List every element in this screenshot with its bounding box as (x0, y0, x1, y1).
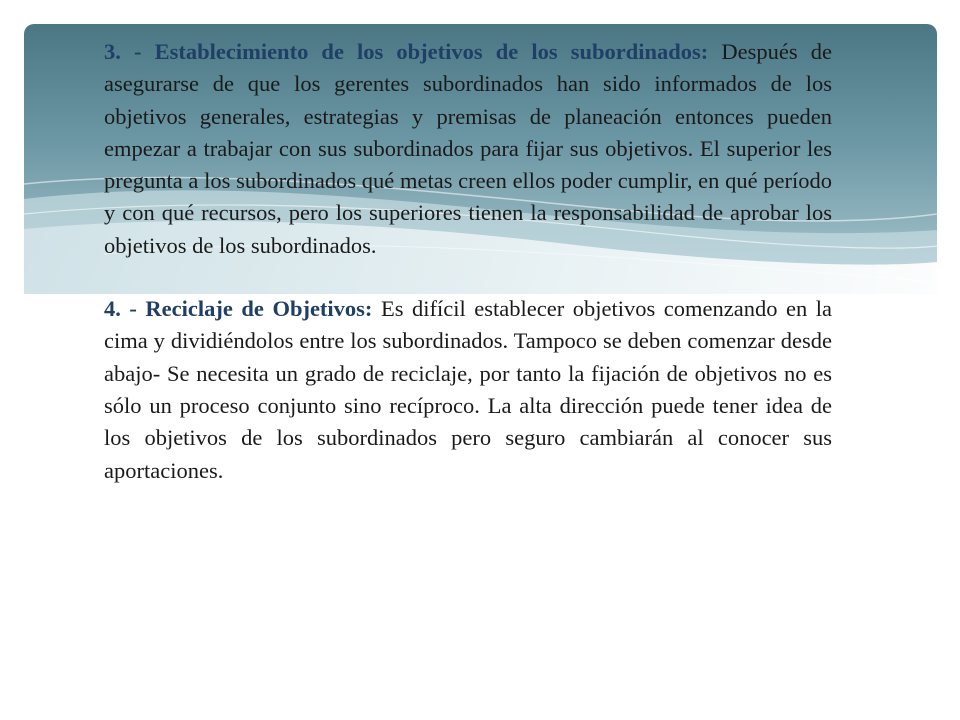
paragraph-reciclaje-objetivos (104, 293, 832, 487)
paragraph-body: Es difícil establecer objetivos comenzando en la cima y dividiéndolos entre los subordinados. Tampoco se deben comenzar desde abajo- Se necesita un grado de reciclaje, por tanto la fijación de objetivos no es sólo un proceso conjunto sino recíproco. La alta dirección puede tener idea de los objetivos de los subordinados pero seguro cambiarán al conocer sus aportaciones. (104, 296, 833, 483)
paragraph-objetivos-subordinados (104, 36, 832, 262)
paragraph-heading: 4. - Reciclaje de Objetivos: (104, 296, 373, 322)
slide-content (104, 36, 832, 487)
paragraph-body: Después de asegurarse de que los gerentes subordinados han sido informados de los objetivos generales, estrategias y premisas de planeación entonces pueden empezar a trabajar con sus subordinados para fijar sus objetivos. El superior les pregunta a los subordinados qué metas creen ellos poder cumplir, en qué período y con qué recursos, pero los superiores tienen la responsabilidad de aprobar los objetivos de los subordinados. (104, 39, 832, 258)
paragraph-heading: 3. - Establecimiento de los objetivos de los subordinados: (104, 39, 709, 64)
